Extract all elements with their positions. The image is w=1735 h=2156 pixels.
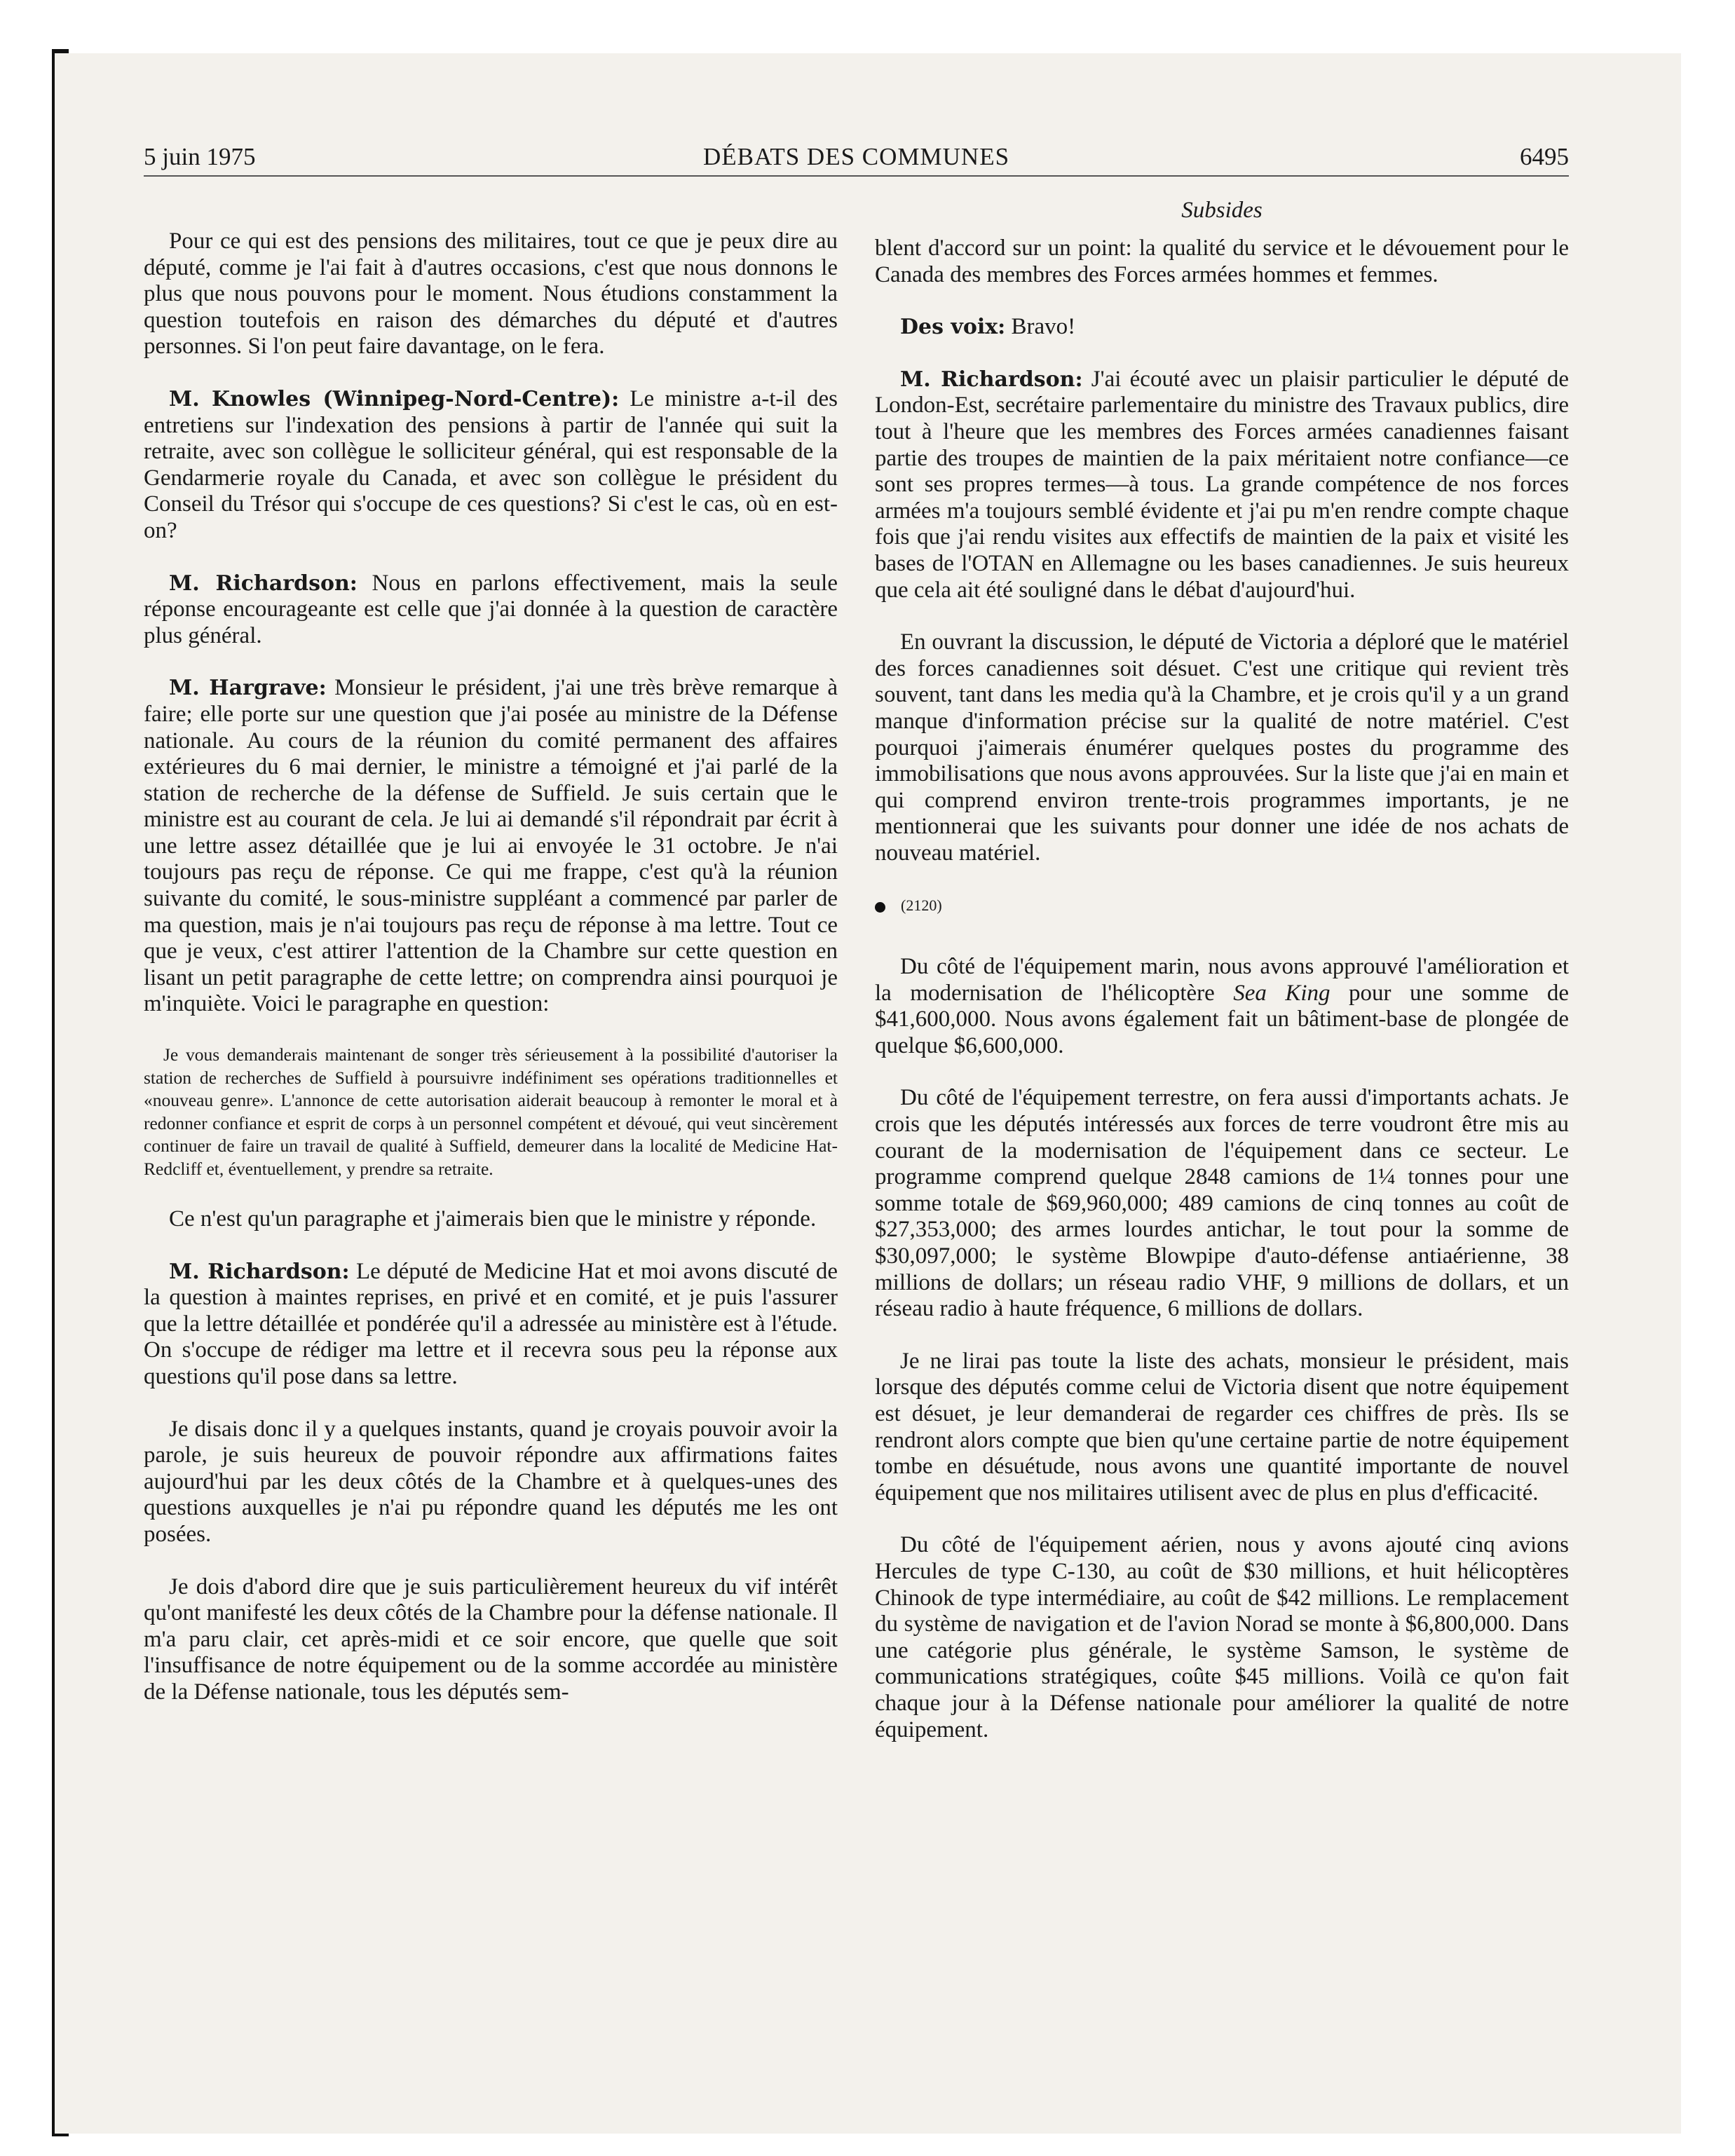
speaker-name: M. Richardson:: [900, 367, 1083, 392]
paragraph-text: pour une somme de $41,600,000. Nous avons également fait un bâtiment-base de plongée de quelque $6,600,000.: [875, 980, 1569, 1058]
section-heading: Subsides: [1181, 198, 1263, 223]
paragraph: [144, 386, 838, 545]
speaker-name: Des voix:: [900, 315, 1006, 340]
paragraph: Du côté de l'équipement aérien, nous y avons ajouté cinq avions Hercules de type C-130, au coût de $30 millions, et huit hélicoptères Chinook de type intermédiaire, au coût de $42 millions. Le remplacement du système de navigation et de l'avion Norad se monte à $6,800,000. Dans une catégorie plus générale, le système Samson, le système de communications stratégiques, coûte $45 millions. Voilà ce qu'on fait chaque jour à la Défense nationale pour améliorer la qualité de notre équipement.: [875, 1532, 1569, 1742]
paragraph: [875, 954, 1569, 1059]
paragraph: blent d'accord sur un point: la qualité du service et le dévouement pour le Canada des membres des Forces armées hommes et femmes.: [875, 236, 1569, 287]
paragraph: [875, 314, 1569, 341]
speech-text: Le député de Medicine Hat et moi avons discuté de la question à maintes reprises, en privé et en comité, et je puis l'assurer que la lettre détaillée et pondérée qu'il a adressée au ministère est à l'étude. On s'occupe de rédiger ma lettre et il recevra sous peu la réponse aux questions qu'il pose dans sa lettre.: [144, 1258, 838, 1389]
time-marker: [875, 892, 1569, 919]
left-column: [144, 228, 838, 1732]
speaker-name: M. Hargrave:: [169, 676, 327, 701]
header-date: 5 juin 1975: [144, 143, 256, 170]
time-marker-text: (2120): [901, 896, 942, 915]
page-header: [144, 140, 1569, 177]
header-page-number: 6495: [1520, 143, 1569, 170]
paragraph: Pour ce qui est des pensions des militaires, tout ce que je peux dire au député, comme je l'ai fait à d'autres occasions, c'est que nous donnons le plus que nous pouvons pour le moment. Nous étudions constamment la question toutefois en raison des démarches du député et d'autres personnes. Si l'on peut faire davantage, on le fera.: [144, 228, 838, 360]
speech-text: J'ai écouté avec un plaisir particulier le député de London-Est, secrétaire parlementaire du ministre des Travaux publics, dire tout à l'heure que les membres des Forces armées canadiennes faisant partie des troupes de maintien de la paix méritaient notre confiance—ce sont ses propres termes—à tous. La grande compétence de nos forces armées m'a toujours semblé évidente et j'ai pu m'en rendre compte chaque fois que j'ai rendu visites aux effectifs de maintien de la paix et visité les bases de l'OTAN en Allemagne ou les bases canadiennes. Je suis heureux que cela ait été souligné dans le débat d'aujourd'hui.: [875, 366, 1570, 603]
speech-text: Bravo!: [1005, 314, 1076, 340]
paragraph: [144, 1259, 838, 1391]
paragraph: Je dois d'abord dire que je suis particulièrement heureux du vif intérêt qu'ont manifesté les deux côtés de la Chambre pour la défense nationale. Il m'a paru clair, cet après-midi et ce soir encore, que quelle que soit l'insuffisance de notre équipement ou de la somme accordée au ministère de la Défense nationale, tous les députés sem-: [144, 1574, 838, 1705]
paragraph: Je ne lirai pas toute la liste des achats, monsieur le président, mais lorsque des députés comme celui de Victoria disent que notre équipement est désuet, je leur demanderai de regarder ces chiffres de près. Ils se rendront alors compte que bien qu'une certaine partie de notre équipement tombe en désuétude, nous avons une quantité importante de nouvel équipement que nos militaires utilisent avec de plus en plus d'efficacité.: [875, 1348, 1569, 1506]
paragraph: En ouvrant la discussion, le député de Victoria a déploré que le matériel des forces canadiennes soit désuet. C'est une critique qui revient très souvent, tant dans les media qu'à la Chambre, et je crois qu'il y a un grand manque d'information précise sur la qualité de notre matériel. C'est pourquoi j'aimerais énumérer quelques postes du programme des immobilisations que nous avons approuvées. Sur la liste que j'ai en main et qui comprend environ trente-trois programmes importants, je ne mentionnerai que les suivants pour donner une idée de nos achats de nouveau matériel.: [875, 629, 1569, 866]
speech-text: Le ministre a-t-il des entretiens sur l'indexation des pensions à partir de l'année qui suit la retraite, avec son collègue le solliciteur général, qui est responsable de la Gendarmerie royale du Canada, et avec son collègue le président du Conseil du Trésor qui s'occupe de ces questions? Si c'est le cas, où en est-on?: [144, 386, 838, 543]
right-column: [875, 236, 1569, 1769]
paragraph-text: Du côté de l'équipement marin, nous avons approuvé l'amélioration et la modernisation de l'hélicoptère: [875, 954, 1569, 1006]
paragraph: [875, 367, 1569, 603]
speaker-name: M. Richardson:: [169, 1259, 350, 1284]
paragraph: [144, 675, 838, 1018]
paragraph: Je disais donc il y a quelques instants, quand je croyais pouvoir avoir la parole, je suis heureux de pouvoir répondre aux affirmations faites aujourd'hui par les deux côtés de la Chambre et à quelques-unes des questions auxquelles je n'ai pu répondre quand les députés me les ont posées.: [144, 1416, 838, 1547]
speech-text: Nous en parlons effectivement, mais la seule réponse encourageante est celle que j'ai donnée à la question de caractère plus général.: [144, 570, 838, 648]
speaker-name: M. Richardson:: [169, 571, 358, 596]
block-quote: Je vous demanderais maintenant de songer très sérieusement à la possibilité d'autoriser la station de recherches de Suffield à poursuivre indéfiniment ses opérations traditionnelles et «nouveau genre». L'annonce de cette autorisation aiderait beaucoup à remonter le moral et à redonner confiance et esprit de corps à un personnel compétent et dévoué, qui veut sincèrement continuer de faire un travail de qualité à Suffield, demeurer dans la localité de Medicine Hat-Redcliff et, éventuellement, y prendre sa retraite.: [144, 1044, 838, 1179]
bullet-dot-icon: [875, 902, 885, 913]
speech-text: Monsieur le président, j'ai une très brève remarque à faire; elle porte sur une question que j'ai posée au ministre de la Défense nationale. Au cours de la réunion du comité permanent des affaires extérieures du 6 mai dernier, le ministre a témoigné et j'ai parlé de la station de recherche de la défense de Suffield. Je suis certain que le ministre est au courant de cela. Je lui ai demandé s'il répondrait par écrit à une lettre assez détaillée que je lui ai envoyée le 31 octobre. Je n'ai toujours pas reçu de réponse. Ce qui me frappe, c'est qu'à la réunion suivante du comité, le sous-ministre suppléant a commencé par parler de ma question, mais je n'ai toujours pas reçu de réponse à ma lettre. Tout ce que je veux, c'est attirer l'attention de la Chambre sur cette question en lisant un petit paragraphe de cette lettre; on comprendra ainsi pourquoi je m'inquiète. Voici le paragraphe en question:: [144, 675, 838, 1017]
header-title: DÉBATS DES COMMUNES: [702, 143, 1010, 170]
paragraph: Ce n'est qu'un paragraphe et j'aimerais bien que le ministre y réponde.: [169, 1206, 817, 1232]
paragraph: [144, 571, 838, 650]
speaker-name: M. Knowles (Winnipeg-Nord-Centre):: [169, 386, 620, 411]
italic-term: Sea King: [1233, 980, 1331, 1006]
paragraph: Du côté de l'équipement terrestre, on fera aussi d'importants achats. Je crois que les députés intéressés aux forces de terre voudront être mis au courant de la modernisation de l'équipement dans ce secteur. Le programme comprend quelque 2848 camions de 1¼ tonnes pour une somme totale de $69,960,000; 489 camions de cinq tonnes au coût de $27,353,000; des armes lourdes antichar, le tout pour la somme de $30,097,000; le système Blowpipe d'auto-défense antiaérienne, 38 millions de dollars; un réseau radio VHF, 9 millions de dollars, et un réseau radio à haute fréquence, 6 millions de dollars.: [875, 1085, 1569, 1322]
